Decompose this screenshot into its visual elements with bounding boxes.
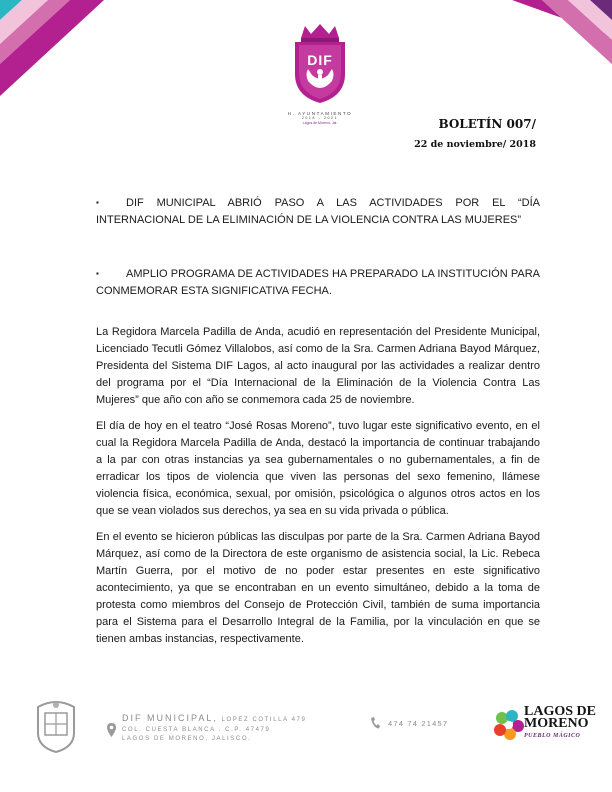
headline-2 [96,265,540,300]
paragraph-1: La Regidora Marcela Padilla de Anda, acudió en representación del Presidente Municipal, Licenciado Tecutli Gómez Villalobos, así como de la Sra. Carmen Adriana Bayod Márquez, Presidenta del Sistema DIF Lagos, al acto inaugural por las actividades a realizar dentro del programa por el “Día Internacional de la Eliminación de la Violencia Contra Las Mujeres” que año con año se conmemora cada 25 de noviembre. [96,326,540,406]
phone-icon [370,717,380,729]
bullet-icon: ▪ [96,269,99,278]
logo-period: 2018 - 2021 [301,116,339,120]
logo-place: Lagos de Moreno, Jal. [302,121,338,125]
paragraph-2: El día de hoy en el teatro “José Rosas Moreno”, tuvo lugar este significativo evento, en el cual la Regidora Marcela Padilla de Anda, destacó la importancia de continuar trabajando a la par con otras instancias ya sea gubernamentales o no gubernamentales, a fin de erradicar los tipos de violencia que viven las personas del sexo femenino, llámese violencia física, económica, sexual, por omisión, psicológica o algunos otros actos en los que se vean violados sus derechos, ya sea en su vida privada o pública. [96,420,540,517]
footer-address [122,714,306,745]
location-pin-icon [107,723,116,737]
footer-colonia: COL. CUESTA BLANCA . C.P. 47479 [122,726,271,733]
lagos-brand [524,706,596,742]
article-body [96,324,540,657]
logo-ayuntamiento: H. AYUNTAMIENTO [287,111,353,116]
footer-org: DIF MUNICIPAL, [122,713,218,723]
lagos-brand-line1: LAGOS DE [524,704,596,719]
footer-city: LAGOS DE MORENO, JALISCO. [122,736,252,742]
headline-1 [96,194,540,229]
bulletin-number: BOLETÍN 007/ [438,117,536,131]
bullet-icon: ▪ [96,198,99,207]
headline-1-text: DIF MUNICIPAL ABRIÓ PASO A LAS ACTIVIDADES POR EL “DÍA INTERNACIONAL DE LA ELIMINACIÓN DE LA VIOLENCIA CONTRA LAS MUJERES” [96,197,540,226]
lagos-brand-tag: PUEBLO MÁGICO [524,733,581,739]
footer-phone: 474 74 21457 [388,719,449,728]
logo-wordmark: DIF [307,52,333,68]
municipal-crest-icon [34,697,78,753]
headline-2-text: AMPLIO PROGRAMA DE ACTIVIDADES HA PREPARADO LA INSTITUCIÓN PARA CONMEMORAR ESTA SIGNIFICATIVA FECHA. [96,268,540,297]
footer-street: LOPEZ COTILLA 479 [221,717,307,723]
dif-logo [270,24,370,125]
paragraph-3: En el evento se hicieron públicas las disculpas por parte de la Sra. Carmen Adriana Bayod Márquez, así como de la Directora de este organismo de asistencia social, la Lic. Rebeca Martín Guerra, por el motivo de no poder estar presentes en este significativo acontecimiento, ya que se encontraban en un evento simultáneo, debido a la toma de protesta como miembros del Consejo de Protección Civil, también de suma importancia para el Sistema para el Desarrollo Integral de la Familia, por la vinculación en que se tienen ambas instancias, respectivamente. [96,531,540,645]
lagos-brand-line2: MORENO [524,716,589,731]
bulletin-date: 22 de noviembre/ 2018 [414,139,536,150]
